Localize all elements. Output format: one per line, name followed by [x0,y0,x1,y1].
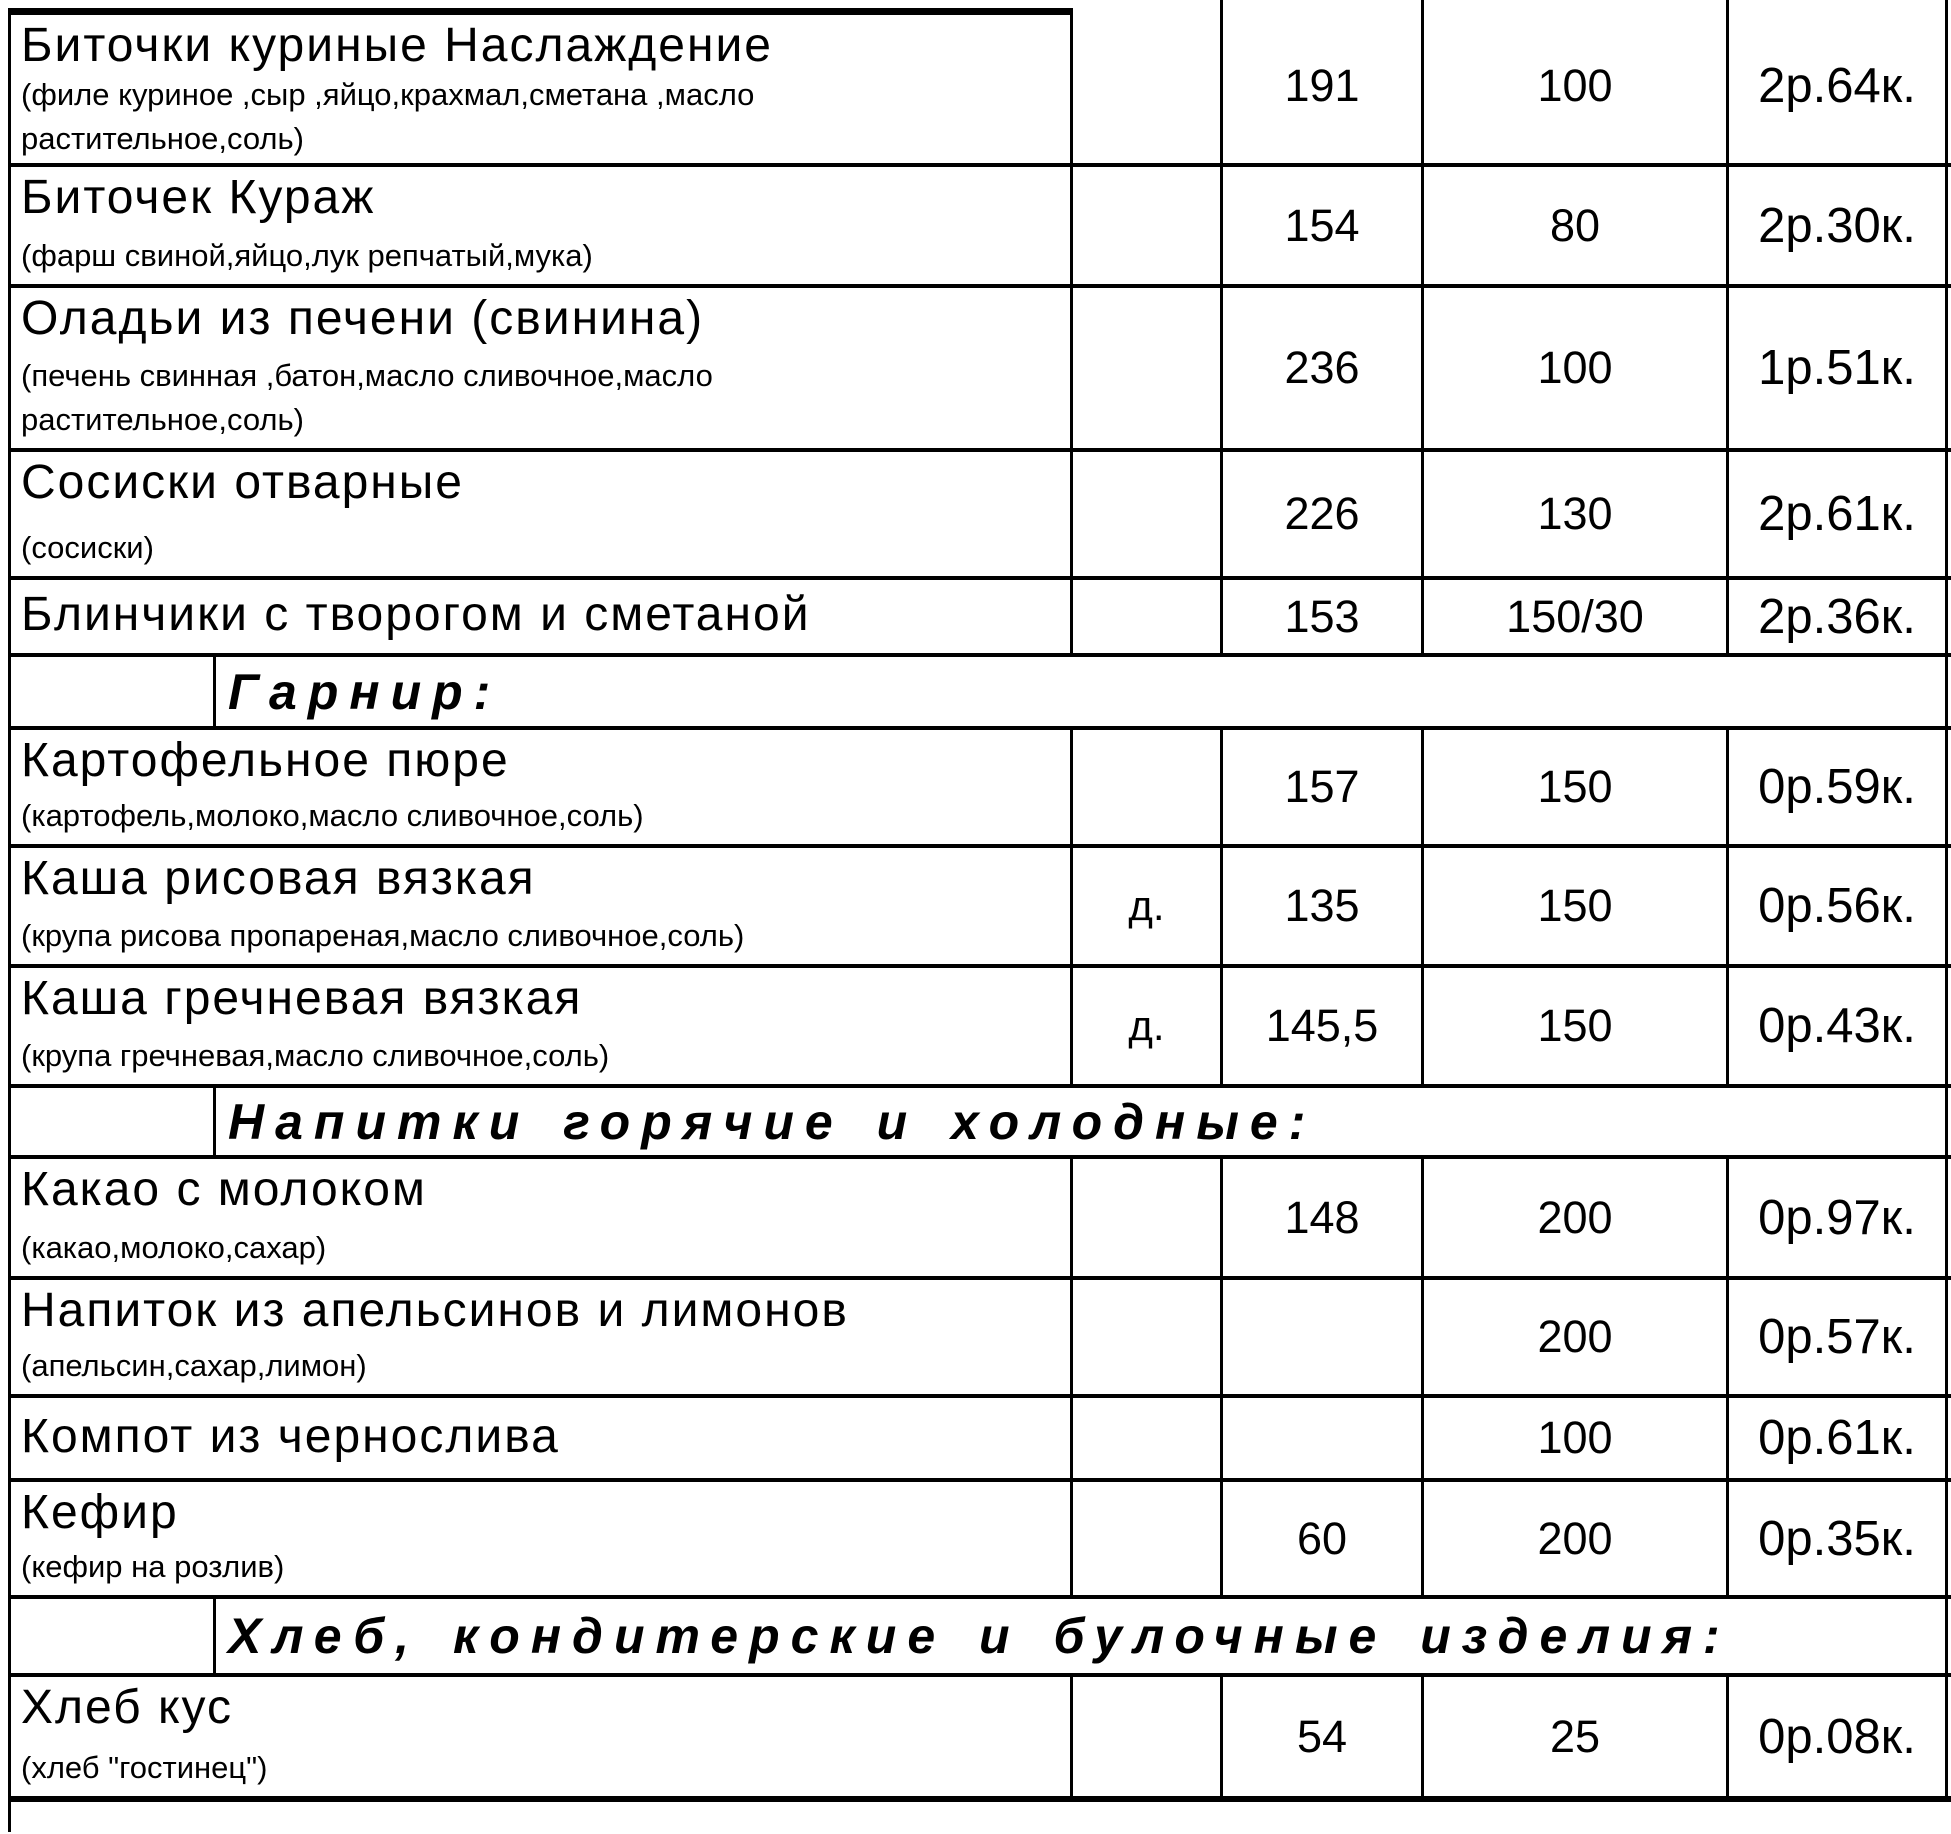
dish-title: Кефир [21,1486,179,1539]
diet-marker-cell: д. [1073,848,1223,964]
portion-cell: 200 [1424,1159,1729,1276]
border-stub [1726,0,1729,11]
price-cell: 1р.51к. [1729,288,1948,448]
diet-marker-cell [1073,1482,1223,1595]
number-cell: 154 [1223,167,1424,284]
portion-cell: 150 [1424,730,1729,844]
dish-ingredients-line: (крупа рисова пропареная,масло сливочное,соль) [21,917,745,953]
dish-ingredients [21,1746,1064,1790]
dish-ingredients [21,234,1064,278]
portion-cell: 200 [1424,1280,1729,1394]
diet-marker-cell [1073,1159,1223,1276]
menu-item-row [11,288,1951,452]
dish-ingredients-line: (фарш свиной,яйцо,лук репчатый,мука) [21,237,593,273]
dish-name-cell [11,848,1073,964]
portion-cell: 100 [1424,1398,1729,1478]
section-label: Хлеб, кондитерские и булочные изделия: [216,1599,1948,1673]
dish-title: Биточек Кураж [21,171,376,224]
number-cell: 148 [1223,1159,1424,1276]
menu-section-row [11,1599,1951,1677]
dish-title: Картофельное пюре [21,734,510,787]
price-cell: 0р.43к. [1729,968,1948,1084]
price-cell: 2р.30к. [1729,167,1948,284]
diet-marker-cell [1073,730,1223,844]
dish-ingredients-line: растительное,соль) [21,401,304,437]
price-cell: 0р.57к. [1729,1280,1948,1394]
dish-name-cell [11,1398,1073,1478]
menu-item-row [11,452,1951,580]
number-cell: 157 [1223,730,1424,844]
diet-marker-cell [1073,580,1223,653]
price-cell: 2р.64к. [1729,8,1948,163]
portion-cell: 100 [1424,8,1729,163]
menu-item-row [11,1677,1951,1802]
section-label: Напитки горячие и холодные: [216,1088,1948,1155]
number-cell: 236 [1223,288,1424,448]
dish-ingredients-line: (хлеб "гостинец") [21,1749,268,1785]
diet-marker-cell [1073,1280,1223,1394]
dish-name-cell [11,8,1073,163]
menu-section-row [11,1088,1951,1159]
border-stub [1421,0,1424,11]
section-stub-cell [11,657,216,726]
portion-cell: 150 [1424,968,1729,1084]
dish-name-cell [11,580,1073,653]
portion-cell: 150/30 [1424,580,1729,653]
dish-ingredients-line: (филе куриное ,сыр ,яйцо,крахмал,сметана ,масло [21,77,755,113]
dish-ingredients-line: (крупа гречневая,масло сливочное,соль) [21,1037,610,1073]
dish-ingredients [21,1344,1064,1388]
dish-title: Блинчики с творогом и сметаной [21,588,811,642]
section-stub-cell [11,1088,216,1155]
diet-marker-cell [1073,8,1223,163]
menu-item-row [11,167,1951,288]
number-cell: 135 [1223,848,1424,964]
dish-name-cell [11,730,1073,844]
portion-cell: 130 [1424,452,1729,576]
price-cell: 0р.56к. [1729,848,1948,964]
dish-name-cell [11,968,1073,1084]
diet-marker-cell [1073,288,1223,448]
dish-name-cell [11,1280,1073,1394]
number-cell: 60 [1223,1482,1424,1595]
number-cell [1223,1280,1424,1394]
number-cell: 153 [1223,580,1424,653]
dish-ingredients-line: (печень свинная ,батон,масло сливочное,масло [21,357,713,393]
number-cell: 191 [1223,8,1424,163]
price-cell: 2р.36к. [1729,580,1948,653]
dish-title: Напиток из апельсинов и лимонов [21,1284,849,1337]
dish-ingredients [21,526,1064,570]
dish-title: Хлеб кус [21,1681,234,1734]
price-cell: 0р.61к. [1729,1398,1948,1478]
menu-section-row [11,657,1951,730]
menu-item-row [11,8,1951,167]
dish-title: Каша гречневая вязкая [21,972,583,1025]
dish-ingredients [21,354,1064,442]
dish-name-cell [11,452,1073,576]
price-cell: 0р.59к. [1729,730,1948,844]
menu-item-row [11,580,1951,657]
menu-item-row [11,1482,1951,1599]
dish-title: Биточки куриные Наслаждение [21,19,773,72]
number-cell: 145,5 [1223,968,1424,1084]
border-stub [1945,0,1948,11]
menu-item-row [11,730,1951,848]
menu-item-row [11,1159,1951,1280]
dish-title: Оладьи из печени (свинина) [21,292,705,345]
menu-item-row [11,848,1951,968]
price-cell: 0р.08к. [1729,1677,1948,1796]
dish-ingredients-line: растительное,соль) [21,121,304,157]
price-cell: 2р.61к. [1729,452,1948,576]
portion-cell: 200 [1424,1482,1729,1595]
dish-name-cell [11,288,1073,448]
dish-title: Сосиски отварные [21,456,464,509]
price-cell: 0р.97к. [1729,1159,1948,1276]
dish-ingredients-line: (какао,молоко,сахар) [21,1229,327,1265]
number-cell: 226 [1223,452,1424,576]
dish-title: Какао с молоком [21,1163,427,1216]
number-cell [1223,1398,1424,1478]
portion-cell: 100 [1424,288,1729,448]
diet-marker-cell: д. [1073,968,1223,1084]
diet-marker-cell [1073,1398,1223,1478]
menu-item-row [11,1280,1951,1398]
diet-marker-cell [1073,452,1223,576]
dish-ingredients [21,914,1064,958]
dish-ingredients [21,73,1064,161]
portion-cell: 80 [1424,167,1729,284]
menu-item-row [11,1398,1951,1482]
dish-ingredients-line: (кефир на розлив) [21,1548,285,1584]
dish-ingredients [21,1545,1064,1589]
dish-name-cell [11,1482,1073,1595]
border-stub [1220,0,1223,11]
menu-table [8,8,1951,1802]
section-label: Гарнир: [216,657,1948,726]
dish-ingredients-line: (картофель,молоко,масло сливочное,соль) [21,797,644,833]
section-stub-cell [11,1599,216,1673]
menu-item-row [11,968,1951,1088]
dish-ingredients [21,1226,1064,1270]
diet-marker-cell [1073,167,1223,284]
dish-title: Компот из чернослива [21,1409,560,1463]
dish-ingredients [21,794,1064,838]
dish-title: Каша рисовая вязкая [21,852,536,905]
number-cell: 54 [1223,1677,1424,1796]
price-cell: 0р.35к. [1729,1482,1948,1595]
portion-cell: 25 [1424,1677,1729,1796]
border-stub [8,1802,11,1832]
portion-cell: 150 [1424,848,1729,964]
dish-name-cell [11,167,1073,284]
dish-ingredients [21,1034,1064,1078]
dish-name-cell [11,1677,1073,1796]
diet-marker-cell [1073,1677,1223,1796]
dish-ingredients-line: (апельсин,сахар,лимон) [21,1347,367,1383]
dish-ingredients-line: (сосиски) [21,529,154,565]
dish-name-cell [11,1159,1073,1276]
